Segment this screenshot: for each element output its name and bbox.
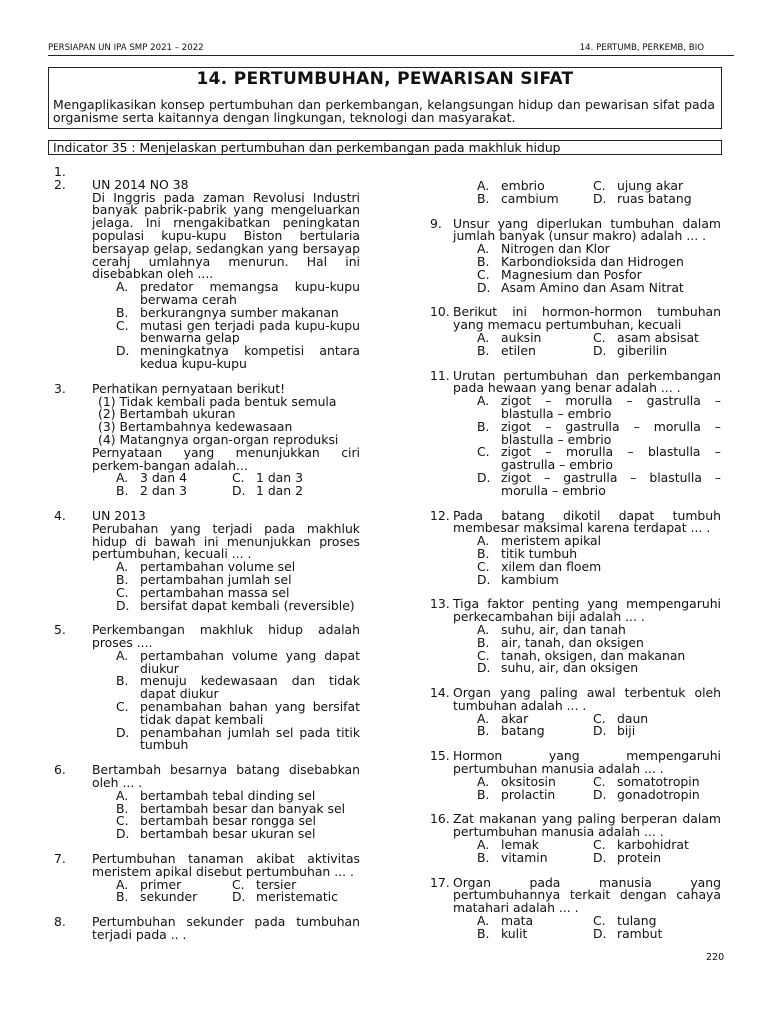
option: A. pertambahan volume yang dapat diukur xyxy=(116,647,360,676)
option: A. primer xyxy=(116,876,182,892)
chapter-title-box xyxy=(48,67,722,129)
option: C. karbohidrat xyxy=(593,837,689,853)
question-15 xyxy=(430,750,721,801)
question-source: UN 2013 xyxy=(92,507,146,523)
question-number: 15. xyxy=(430,748,450,764)
option: B. batang xyxy=(477,723,545,739)
left-column xyxy=(54,166,360,954)
option: A. 3 dan 4 xyxy=(116,470,187,486)
option: D. meningkatnya kompetisi antara kedua kupu-kupu xyxy=(116,343,360,371)
question-stem: Organ yang paling awal terbentuk oleh tumbuhan adalah ... . xyxy=(453,685,721,713)
option: C. xilem dan floem xyxy=(477,558,602,574)
running-header xyxy=(48,43,734,56)
option: A. lemak xyxy=(477,837,539,853)
question-stem: Tiga faktor penting yang mempengaruhi perkecambahan biji adalah ... . xyxy=(453,596,721,625)
option: A. oksitosin xyxy=(477,773,556,789)
option: D. suhu, air, dan oksigen xyxy=(477,660,639,676)
option: C. asam absisat xyxy=(593,329,699,345)
question-number: 16. xyxy=(430,811,450,827)
question-number: 14. xyxy=(430,685,450,701)
option: A. pertambahan volume sel xyxy=(116,559,296,575)
option: B. 2 dan 3 xyxy=(116,483,187,499)
question-stem: Perhatikan pernyataan berikut! xyxy=(92,380,286,396)
option: B. prolactin xyxy=(477,786,556,802)
option: B. kulit xyxy=(477,925,528,941)
question-number: 8. xyxy=(54,914,66,930)
option: B. berkurangnya sumber makanan xyxy=(116,304,339,320)
option: D. bertambah besar ukuran sel xyxy=(116,826,316,842)
statement-item: (3) Bertambahnya kedewasaan xyxy=(98,419,293,435)
option: C. tulang xyxy=(593,913,657,929)
option: B. bertambah besar dan banyak sel xyxy=(116,800,346,816)
question-7 xyxy=(54,853,360,904)
option: A. embrio xyxy=(477,178,545,193)
option: C. bertambah besar rongga sel xyxy=(116,813,316,829)
question-3 xyxy=(54,380,360,499)
option: D. kambium xyxy=(477,571,559,587)
question-5 xyxy=(54,624,360,752)
question-4 xyxy=(54,507,360,613)
option: D. meristematic xyxy=(232,889,338,905)
question-8-options xyxy=(430,180,721,206)
question-10 xyxy=(430,306,721,357)
option: B. zigot – gastrulla – morulla – blastulla – embrio xyxy=(477,418,721,447)
option: D. gonadotropin xyxy=(593,786,700,802)
question-stem: Bertambah besarnya batang disebabkan oleh ... . xyxy=(92,762,360,791)
page-number: 220 xyxy=(706,952,725,963)
header-right: 14. PERTUMB, PERKEMB, BIO xyxy=(579,43,704,53)
question-number: 12. xyxy=(430,507,450,523)
option: B. Karbondioksida dan Hidrogen xyxy=(477,253,684,269)
option: D. Asam Amino dan Asam Nitrat xyxy=(477,279,684,295)
option: C. ujung akar xyxy=(593,178,684,193)
question-number: 3. xyxy=(54,380,66,396)
question-stem: Zat makanan yang paling berperan dalam pertumbuhan manusia adalah ... . xyxy=(453,811,721,840)
question-stem: Unsur yang diperlukan tumbuhan dalam jumlah banyak (unsur makro) adalah ... . xyxy=(453,215,721,244)
option: A. bertambah tebal dinding sel xyxy=(116,787,316,803)
indicator-text: Indicator 35 : Menjelaskan pertumbuhan dan perkembangan pada makhluk hidup xyxy=(53,140,561,155)
option: A. mata xyxy=(477,913,534,929)
option: C. tersier xyxy=(232,876,297,892)
option: A. Nitrogen dan Klor xyxy=(477,241,610,257)
option: C. Magnesium dan Posfor xyxy=(477,266,642,282)
option: A. predator memangsa kupu-kupu berwama cerah xyxy=(116,279,360,307)
statement-item: (1) Tidak kembali pada bentuk semula xyxy=(98,393,337,409)
indicator-box xyxy=(48,140,722,155)
option: B. etilen xyxy=(477,342,536,358)
option: B. cambium xyxy=(477,190,559,206)
question-6 xyxy=(54,764,360,841)
option: D. protein xyxy=(593,849,662,865)
question-number: 4. xyxy=(54,507,66,523)
question-stem: Urutan pertumbuhan dan perkembangan pada hewaan yang benar adalah ... . xyxy=(453,367,721,396)
question-stem: Pertumbuhan sekunder pada tumbuhan terjadi pada .. . xyxy=(92,914,360,943)
option: D. biji xyxy=(593,723,636,739)
question-number: 11. xyxy=(430,367,450,383)
option: C. daun xyxy=(593,710,649,726)
statement-item: (2) Bertambah ukuran xyxy=(98,406,236,422)
option: B. menuju kedewasaan dan tidak dapat diukur xyxy=(116,673,360,702)
option: B. pertambahan jumlah sel xyxy=(116,571,292,587)
option: D. giberilin xyxy=(593,342,668,358)
question-number: 6. xyxy=(54,762,66,778)
option: C. mutasi gen terjadi pada kupu-kupu benwarna gelap xyxy=(116,317,360,346)
question-stem: Organ pada manusia yang pertumbuhannya terkait dengan cahaya matahari adalah ... . xyxy=(453,874,721,916)
option: C. penambahan bahan yang bersifat tidak dapat kembali xyxy=(116,699,360,727)
question-number: 13. xyxy=(430,596,450,612)
competency-description: Mengaplikasikan konsep pertumbuhan dan perkembangan, kelangsungan hidup dan pewarisan sifat pada organisme serta kaitannya dengan lingkungan, teknologi dan masyarakat. xyxy=(53,97,715,125)
question-8 xyxy=(54,916,360,942)
option: D. ruas batang xyxy=(593,190,692,206)
chapter-title: 14. PERTUMBUHAN, PEWARISAN SIFAT xyxy=(196,69,574,89)
question-16 xyxy=(430,813,721,864)
question-stem: Pada batang dikotil dapat tumbuh membesar maksimal karena terdapat ... . xyxy=(453,507,721,536)
statement-item: (4) Matangnya organ-organ reproduksi xyxy=(98,431,339,447)
question-stem: Perkembangan makhluk hidup adalah proses .... xyxy=(92,622,360,651)
option: A. suhu, air, dan tanah xyxy=(477,621,626,637)
question-number: 7. xyxy=(54,851,66,867)
question-stem: Hormon yang mempengaruhi pertumbuhan manusia adalah ... . xyxy=(453,748,721,777)
question-number: 10. xyxy=(430,304,450,320)
option: D. zigot – gastrulla – blastulla – morulla – embrio xyxy=(477,469,721,498)
option: C. tanah, oksigen, dan makanan xyxy=(477,647,686,663)
option: B. sekunder xyxy=(116,889,198,905)
question-number: 2. xyxy=(54,176,66,192)
option: A. zigot – morulla – gastrulla – blastulla – embrio xyxy=(477,393,721,421)
option: D. 1 dan 2 xyxy=(232,483,303,499)
header-left: PERSIAPAN UN IPA SMP 2021 – 2022 xyxy=(48,43,204,53)
option: B. vitamin xyxy=(477,849,548,865)
option: D. penambahan jumlah sel pada titik tumbuh xyxy=(116,724,360,753)
question-stem-2: Pernyataan yang menunjukkan ciri perkem-bangan adalah... xyxy=(92,444,360,473)
question-source: UN 2014 NO 38 xyxy=(92,176,189,192)
option: C. zigot – morulla – blastulla – gastrulla – embrio xyxy=(477,444,721,473)
option: C. pertambahan massa sel xyxy=(116,584,290,600)
question-number: 1. xyxy=(54,164,66,179)
question-number: 5. xyxy=(54,622,66,638)
question-number: 9. xyxy=(430,215,442,231)
option: B. air, tanah, dan oksigen xyxy=(477,634,644,650)
question-14 xyxy=(430,687,721,738)
option: C. somatotropin xyxy=(593,773,700,789)
question-stem: Pertumbuhan tanaman akibat aktivitas meristem apikal disebut pertumbuhan ... . xyxy=(92,851,360,879)
question-stem: Perubahan yang terjadi pada makhluk hidup di bawah ini menunjukkan proses pertumbuhan, kecuali ... . xyxy=(92,520,360,562)
option: A. meristem apikal xyxy=(477,533,602,549)
question-9 xyxy=(430,215,721,295)
question-13 xyxy=(430,598,721,675)
question-stem: Di Inggris pada zaman Revolusi Industri banyak pabrik-pabrik yang mengeluarkan jelaga. Ini rnengakibatkan peningkatan populasi kupu-kupu Biston bertularia bersayap gelap, sedangkan yang bersayap cerahj umlahnya menurun. Hal ini disebabkan oleh .... xyxy=(92,189,360,282)
option: A. auksin xyxy=(477,329,542,345)
option: C. 1 dan 3 xyxy=(232,470,303,486)
question-17 xyxy=(430,874,721,941)
question-12 xyxy=(430,507,721,587)
option: B. titik tumbuh xyxy=(477,545,578,561)
question-stem: Berikut ini hormon-hormon tumbuhan yang memacu pertumbuhan, kecuali xyxy=(453,304,721,333)
right-column xyxy=(430,180,721,953)
question-2 xyxy=(54,176,360,371)
question-number: 17. xyxy=(430,874,450,890)
option: D. bersifat dapat kembali (reversible) xyxy=(116,597,355,613)
option: A. akar xyxy=(477,710,529,726)
option: D. rambut xyxy=(593,925,663,941)
question-11 xyxy=(430,367,721,498)
